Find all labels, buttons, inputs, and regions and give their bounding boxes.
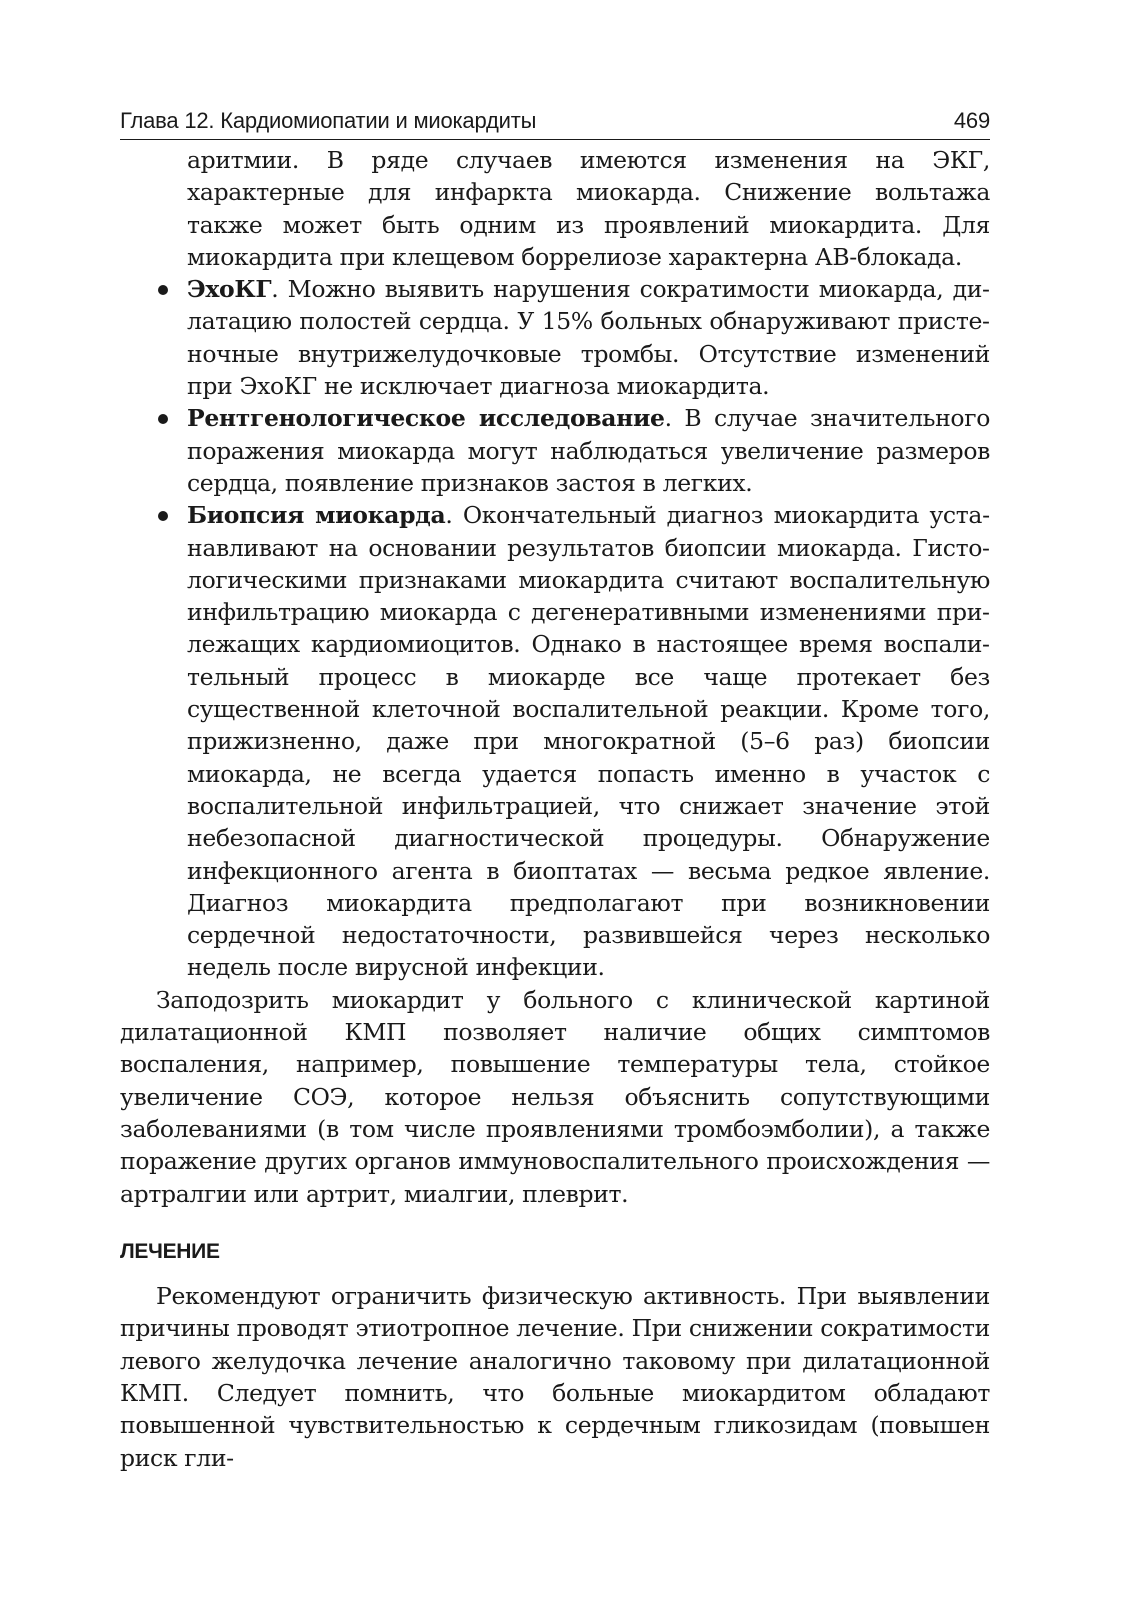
bullet-item-biopsy	[120, 499, 990, 983]
bullet-term: Биопсия миокарда	[187, 501, 446, 530]
chapter-title: Глава 12. Кардиомиопатии и миокардиты	[120, 108, 537, 133]
bullet-term: Рентгенологическое исследование	[187, 404, 665, 433]
page-body	[120, 144, 990, 1474]
bullet-icon	[158, 511, 168, 521]
running-header	[120, 108, 990, 140]
section-heading: ЛЕЧЕНИЕ	[120, 1239, 220, 1263]
bullet-item-echocg	[120, 273, 990, 402]
bullet-icon	[158, 414, 168, 424]
bullet-term: ЭхоКГ	[187, 275, 272, 304]
book-page	[120, 108, 990, 1474]
bullet-text: . В случае значительного поражения миокарда могут наблюдаться увеличение размеров сердца, появление признаков застоя в легких.	[187, 404, 990, 497]
paragraph-treatment: Рекомендуют ограничить физическую активность. При выявлении причины проводят этиотропное лечение. При снижении сократимости левого желудочка лечение аналогично таковому при дилатационной КМП. Следует помнить, что больные миокардитом обладают повышенной чувствительностью к сердечным гликозидам (повышен риск гли-	[120, 1282, 990, 1472]
page-number: 469	[953, 108, 990, 133]
bullet-list	[120, 273, 990, 984]
bullet-icon	[158, 285, 168, 295]
paragraph-suspect-myocarditis: Заподозрить миокардит у больного с клинической картиной дилатационной КМП позволяет наличие общих симптомов воспаления, например, повышение температуры тела, стойкое увеличение СОЭ, которое нельзя объяснить сопутствующими заболеваниями (в том числе проявлениями тромбоэмболии), а также поражение других органов иммуновоспалительного происхождения — артралгии или артрит, миалгии, плеврит.	[120, 985, 990, 1208]
bullet-text: . Окончательный диагноз миокардита устанавливают на основании результатов биопсии миокарда. Гистологическими признаками миокардита считают воспалительную инфильтрацию миокарда с дегенеративными изменениями прилежащих кардиомиоцитов. Однако в настоящее время воспалительный процесс в миокарде все чаще протекает без существенной клеточной воспалительной реакции. Кроме того, прижизненно, даже при многократной (5–6 раз) биопсии миокарда, не всегда удается попасть именно в участок с воспалительной инфильтрацией, что снижает значение этой небезопасной диагностической процедуры. Обнаружение инфекционного агента в биоптатах — весьма редкое явление. Диагноз миокардита предполагают при возникновении сердечной недостаточности, развившейся через несколько недель после вирусной инфекции.	[187, 501, 991, 982]
bullet-text: . Можно выявить нарушения сократимости миокарда, дилатацию полостей сердца. У 15% больных обнаруживают пристеночные внутрижелудочковые тромбы. Отсутствие изменений при ЭхоКГ не исключает диагноза миокардита.	[187, 275, 990, 401]
bullet-item-xray	[120, 402, 990, 499]
continuation-text: аритмии. В ряде случаев имеются изменения на ЭКГ, характерные для инфаркта миокарда. Снижение вольтажа также может быть одним из проявлений миокардита. Для миокардита при клещевом боррелиозе характерна АВ-блокада.	[187, 146, 990, 271]
